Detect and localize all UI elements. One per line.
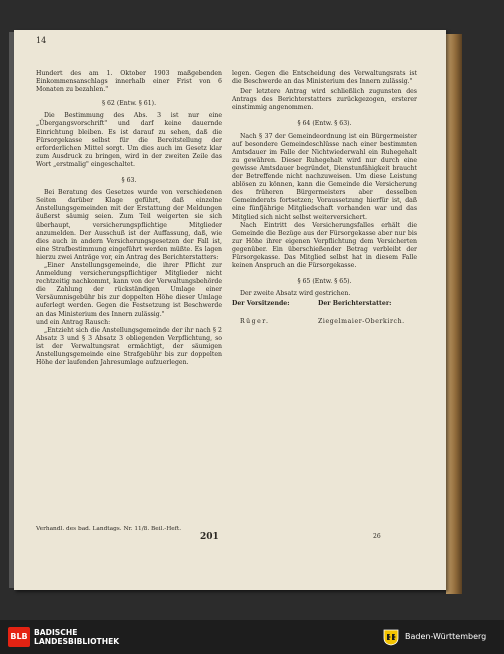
library-name[interactable] [34,628,119,646]
section-heading: § 64 (Entw. § 63). [297,120,352,128]
footer-page-number: 201 [200,532,219,542]
blb-logo[interactable]: BLB [8,627,30,647]
library-name-line1: BADISCHE [34,628,78,637]
state-name[interactable]: Baden-Württemberg [405,632,487,641]
section-heading: § 65 (Entw. § 65). [297,278,352,286]
section-heading: § 63. [121,177,137,185]
book-edge [446,34,462,594]
paragraph: „Entzieht sich die Anstellungsgemeinde der ihr nach § 2 Absatz 3 und § 3 Absatz 3 obliegenden Verpflichtung, so ist der Verwaltungsrat ermächtigt, der säumigen Anstellungsgemeinde eine Strafgebühr bis zur doppelten Höhe der laufenden Jahresumlage aufzuerlegen. [36,326,222,367]
chair-title: Der Vorsitzende: [232,300,290,307]
bw-crest-icon[interactable] [381,628,401,646]
footer-sheet-number: 26 [373,533,381,540]
paragraph: Hundert des am 1. Oktober 1903 maßgebenden Einkommensanschlags innerhalb einer Frist von 6 Monaten zu bezahlen." [36,70,222,94]
paragraph: Der zweite Absatz wird gestrichen. [240,290,351,298]
rapporteur-title: Der Berichterstatter: [318,300,392,307]
rapporteur-name: Ziegelmaier-Oberkirch. [318,318,405,325]
footer-source: Verhandl. des bad. Landtags. Nr. 11/8. Beil.-Heft. [36,526,182,532]
paragraph: legen. Gegen die Entscheidung des Verwaltungsrats ist die Beschwerde an das Ministerium des Innern zulässig." [232,70,417,86]
paragraph: Bei Beratung des Gesetzes wurde von verschiedenen Seiten darüber Klage geführt, daß einzelne Anstellungsgemeinden mit der Erstattung der Meldungen äußerst säumig seien. Zum Teil weigerten sie sich überhaupt, versicherungspflichtige Mitglieder anzumelden. Der Ausschuß ist der Auffassung, daß, wie dies auch in andern Versicherungsgesetzen der Fall ist, eine Strafbestimmung eingeführt werden müßte. Es lagen hierzu zwei Anträge vor, ein Antrag des Berichterstatters: [36,189,222,261]
paragraph: Der letztere Antrag wird schließlich zugunsten des Antrags des Berichterstatters zurückgezogen, ersterer einstimmig angenommen. [232,88,417,112]
page-number: 14 [36,36,47,45]
chair-name: Rüger. [240,318,270,325]
paragraph: „Einer Anstellungsgemeinde, die ihrer Pflicht zur Anmeldung versicherungspflichtiger Mitglieder nicht rechtzeitig nachkommt, kann von der Verwaltungsbehörde die Zahlung der rückständigen Umlage einer Versäumnisgebühr bis zur doppelten Höhe dieser Umlage auferlegt werden. Gegen die Festsetzung ist Beschwerde an das Ministerium des Innern zulässig." [36,261,222,318]
paragraph: und ein Antrag Rausch: [36,318,111,326]
section-heading: § 62 (Entw. § 61). [101,100,157,108]
paragraph: Die Bestimmung des Abs. 3 ist nur eine „Übergangsvorschrift" und darf keine dauernde Einrichtung bleiben. Es ist darauf zu sehen, daß die Fürsorgekasse selbst für die Bereitstellung der erforderlichen Mittel sorgt. Um dies auch im Gesetz klar zum Ausdruck zu bringen, wird in der zweiten Zeile das Wort „erstmalig" eingeschaltet. [36,112,222,168]
paragraph: Nach § 37 der Gemeindeordnung ist ein Bürgermeister auf besondere Gemeindeschlüsse nach einer bestimmten Amtsdauer im Falle der Nichtwiederwahl ein Ruhegehalt zu gewähren. Dieser Ruhegehalt wird nur durch eine gewisse Amtsdauer begründet, Dienstunfähigkeit braucht der Betreffende nicht nachzuweisen. Um diese Leistung ablösen zu können, kann die Gemeinde die Versicherung des früheren Bürgermeisters aber desselben Gemeinderats fortsetzen; Voraussetzung hierfür ist, daß eine fünfjährige Mitgliedschaft vorhanden war und das Mitglied sich nicht selbst weiterversichert. [232,132,417,221]
left-column [36,70,222,367]
paragraph: Nach Eintritt des Versicherungsfalles erhält die Gemeinde die Bezüge aus der Fürsorgekasse aber nur bis zur Höhe ihrer eigenen Verpflichtung dem Versicherten gegenüber. Ein überschießender Betrag verbleibt der Fürsorgekasse. Das Mitglied selbst hat in diesem Falle keinen Anspruch an die Fürsorgekasse. [232,221,417,270]
library-name-line2: LANDESBIBLIOTHEK [34,637,120,646]
right-column [232,70,417,298]
